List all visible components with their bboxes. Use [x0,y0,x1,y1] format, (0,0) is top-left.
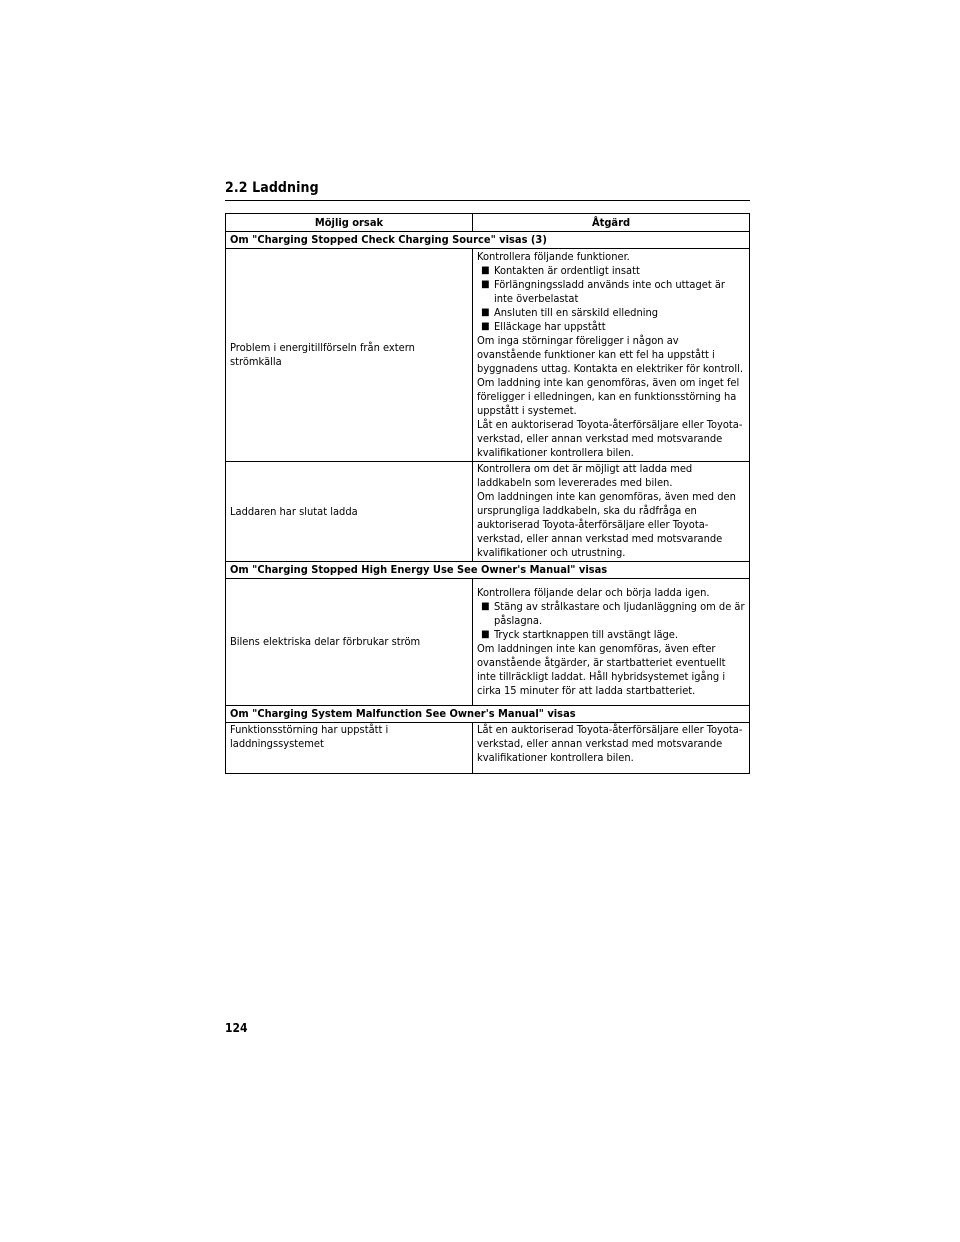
table-header-row [226,214,750,232]
action-text: Om laddningen inte kan genomföras, även med den ursprungliga laddkabeln, ska du rådfråga en auktoriserad Toyota-återförsäljare eller Toyota-verkstad, eller annan verkstad med motsvarande kvalifikationer och utrustning. [477,490,736,559]
cause-cell: Problem i energitillförseln från extern strömkälla [226,249,473,462]
action-text: Kontrollera om det är möjligt att ladda med laddkabeln som levererades med bilen. [477,462,693,489]
group-heading: Om "Charging System Malfunction See Owner's Manual" visas [226,706,750,723]
action-text: Låt en auktoriserad Toyota-återförsäljare eller Toyota-verkstad, eller annan verkstad med motsvarande kvalifikationer kontrollera bilen. [477,417,743,459]
action-cell [473,723,750,774]
column-header-cause: Möjlig orsak [226,214,473,232]
cause-cell: Laddaren har slutat ladda [226,462,473,562]
bullet-square-icon: ■ [481,600,490,612]
action-cell [473,462,750,562]
bullet-item: ■ Förlängningssladd används inte och uttaget är inte överbelastat [477,278,745,306]
action-text: Kontrollera följande delar och börja ladda igen. [477,585,710,599]
cause-cell: Bilens elektriska delar förbrukar ström [226,579,473,706]
action-cell [473,579,750,706]
troubleshooting-table [225,213,750,774]
table-row [226,723,750,774]
action-text: Om inga störningar föreligger i någon av ovanstående funktioner kan ett fel ha uppstått i byggnadens uttag. Kontakta en elektriker för kontroll. [477,333,743,375]
page-number: 124 [225,1021,248,1035]
bullet-item: ■ Kontakten är ordentligt insatt [477,264,745,278]
bullet-square-icon: ■ [481,278,490,290]
table-row [226,579,750,706]
group-heading-row [226,706,750,723]
bullet-item: ■ Elläckage har uppstått [477,320,745,334]
cause-cell: Funktionsstörning har uppstått i laddningssystemet [226,723,473,774]
bullet-square-icon: ■ [481,628,490,640]
bullet-item: ■ Ansluten till en särskild elledning [477,306,745,320]
bullet-item: ■ Tryck startknappen till avstängt läge. [477,628,745,642]
table-row [226,249,750,462]
group-heading: Om "Charging Stopped Check Charging Source" visas (3) [226,232,750,249]
group-heading-row [226,562,750,579]
bullet-square-icon: ■ [481,320,490,332]
group-heading-row [226,232,750,249]
section-divider [225,200,750,201]
bullet-square-icon: ■ [481,264,490,276]
action-text: Låt en auktoriserad Toyota-återförsäljare eller Toyota-verkstad, eller annan verkstad med motsvarande kvalifikationer kontrollera bilen. [477,723,743,764]
action-cell [473,249,750,462]
action-text: Om laddning inte kan genomföras, även om inget fel föreligger i elledningen, kan en funktionsstörning ha uppstått i systemet. [477,375,740,417]
bullet-square-icon: ■ [481,306,490,318]
action-text: Om laddningen inte kan genomföras, även efter ovanstående åtgärder, är startbatteriet eventuellt inte tillräckligt laddat. Håll hybridsystemet igång i cirka 15 minuter för att ladda startbatteriet. [477,641,726,697]
table-row [226,462,750,562]
column-header-action: Åtgärd [473,214,750,232]
group-heading: Om "Charging Stopped High Energy Use See Owner's Manual" visas [226,562,750,579]
section-title: 2.2 Laddning [225,180,319,196]
bullet-item: ■ Stäng av strålkastare och ljudanläggning om de är påslagna. [477,600,745,628]
action-text: Kontrollera följande funktioner. [477,249,630,263]
